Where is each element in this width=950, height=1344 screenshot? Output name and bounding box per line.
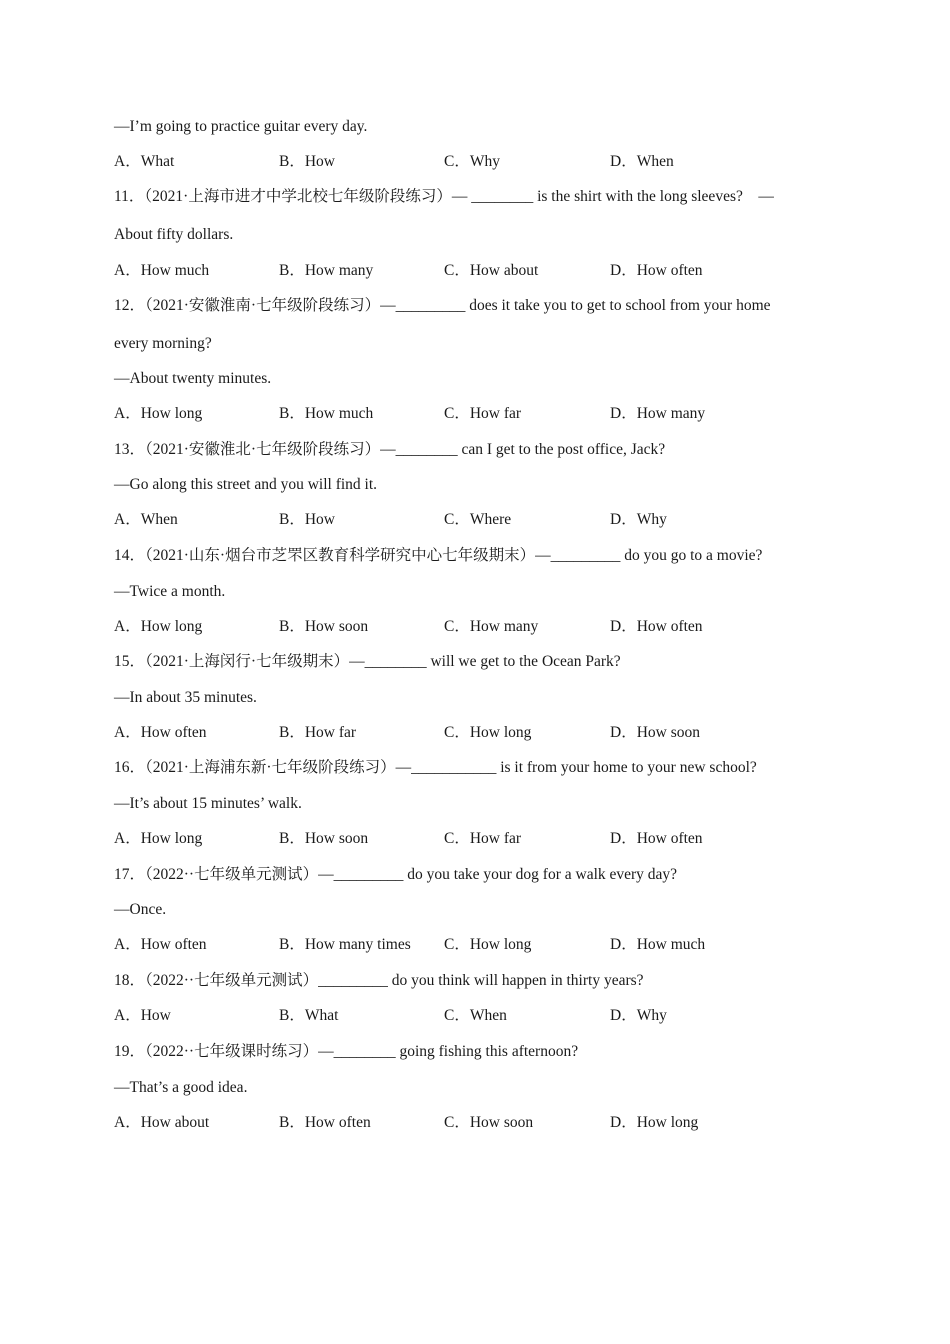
question-16: 16．（2021·上海浦东新·七年级阶段练习）—___________ is it from your home to your new school? [114, 759, 757, 776]
answer-line: —I’m going to practice guitar every day. [114, 118, 368, 135]
option-c: C．Why [444, 153, 500, 170]
option-d: D．How many [610, 405, 706, 422]
option-c: C．Where [444, 511, 512, 528]
option-b: B．How [279, 511, 335, 528]
answer-line: —About twenty minutes. [114, 370, 272, 387]
option-b: B．How many [279, 262, 374, 279]
option-a: A．How often [114, 724, 207, 741]
question-14: 14．（2021·山东·烟台市芝罘区教育科学研究中心七年级期末）—_________ do you go to a movie? [114, 547, 763, 564]
option-d: D．Why [610, 1007, 667, 1024]
question-15: 15．（2021·上海闵行·七年级期末）—________ will we get to the Ocean Park? [114, 653, 621, 670]
option-c: C．When [444, 1007, 507, 1024]
option-d: D．How often [610, 830, 703, 847]
option-a: A．How long [114, 405, 203, 422]
question-19: 19．（2022··七年级课时练习）—________ going fishing this afternoon? [114, 1043, 579, 1060]
option-d: D．Why [610, 511, 667, 528]
option-d: D．How long [610, 1114, 699, 1131]
option-d: D．How often [610, 618, 703, 635]
option-d: D．When [610, 153, 674, 170]
option-b: B．How often [279, 1114, 371, 1131]
question-11: 11．（2021·上海市进才中学北校七年级阶段练习）— ________ is the shirt with the long sleeves? — [114, 188, 774, 205]
option-a: A．How about [114, 1114, 210, 1131]
option-b: B．How [279, 153, 335, 170]
option-a: A．When [114, 511, 178, 528]
option-a: A．What [114, 153, 175, 170]
option-a: A．How [114, 1007, 171, 1024]
option-c: C．How long [444, 936, 532, 953]
option-a: A．How long [114, 618, 203, 635]
option-c: C．How far [444, 830, 522, 847]
answer-line: —In about 35 minutes. [114, 689, 257, 706]
answer-line: —It’s about 15 minutes’ walk. [114, 795, 302, 812]
option-a: A．How often [114, 936, 207, 953]
option-c: C．How many [444, 618, 539, 635]
option-d: D．How soon [610, 724, 700, 741]
question-12: 12．（2021·安徽淮南·七年级阶段练习）—_________ does it take you to get to school from your home [114, 297, 771, 314]
option-a: A．How much [114, 262, 210, 279]
answer-line: —Once. [114, 901, 167, 918]
option-b: B．What [279, 1007, 339, 1024]
option-d: D．How much [610, 936, 706, 953]
option-b: B．How soon [279, 830, 369, 847]
option-c: C．How about [444, 262, 539, 279]
option-b: B．How far [279, 724, 357, 741]
answer-line: About fifty dollars. [114, 226, 234, 243]
answer-line: —Twice a month. [114, 583, 226, 600]
question-18: 18．（2022··七年级单元测试）_________ do you think will happen in thirty years? [114, 972, 644, 989]
question-12-cont: every morning? [114, 335, 212, 352]
option-b: B．How many times [279, 936, 411, 953]
option-c: C．How long [444, 724, 532, 741]
question-17: 17．（2022··七年级单元测试）—_________ do you take your dog for a walk every day? [114, 866, 678, 883]
answer-line: —Go along this street and you will find it. [114, 476, 378, 493]
option-d: D．How often [610, 262, 703, 279]
option-c: C．How far [444, 405, 522, 422]
option-a: A．How long [114, 830, 203, 847]
option-b: B．How much [279, 405, 374, 422]
option-c: C．How soon [444, 1114, 534, 1131]
question-13: 13．（2021·安徽淮北·七年级阶段练习）—________ can I get to the post office, Jack? [114, 441, 666, 458]
option-b: B．How soon [279, 618, 369, 635]
answer-line: —That’s a good idea. [114, 1079, 248, 1096]
